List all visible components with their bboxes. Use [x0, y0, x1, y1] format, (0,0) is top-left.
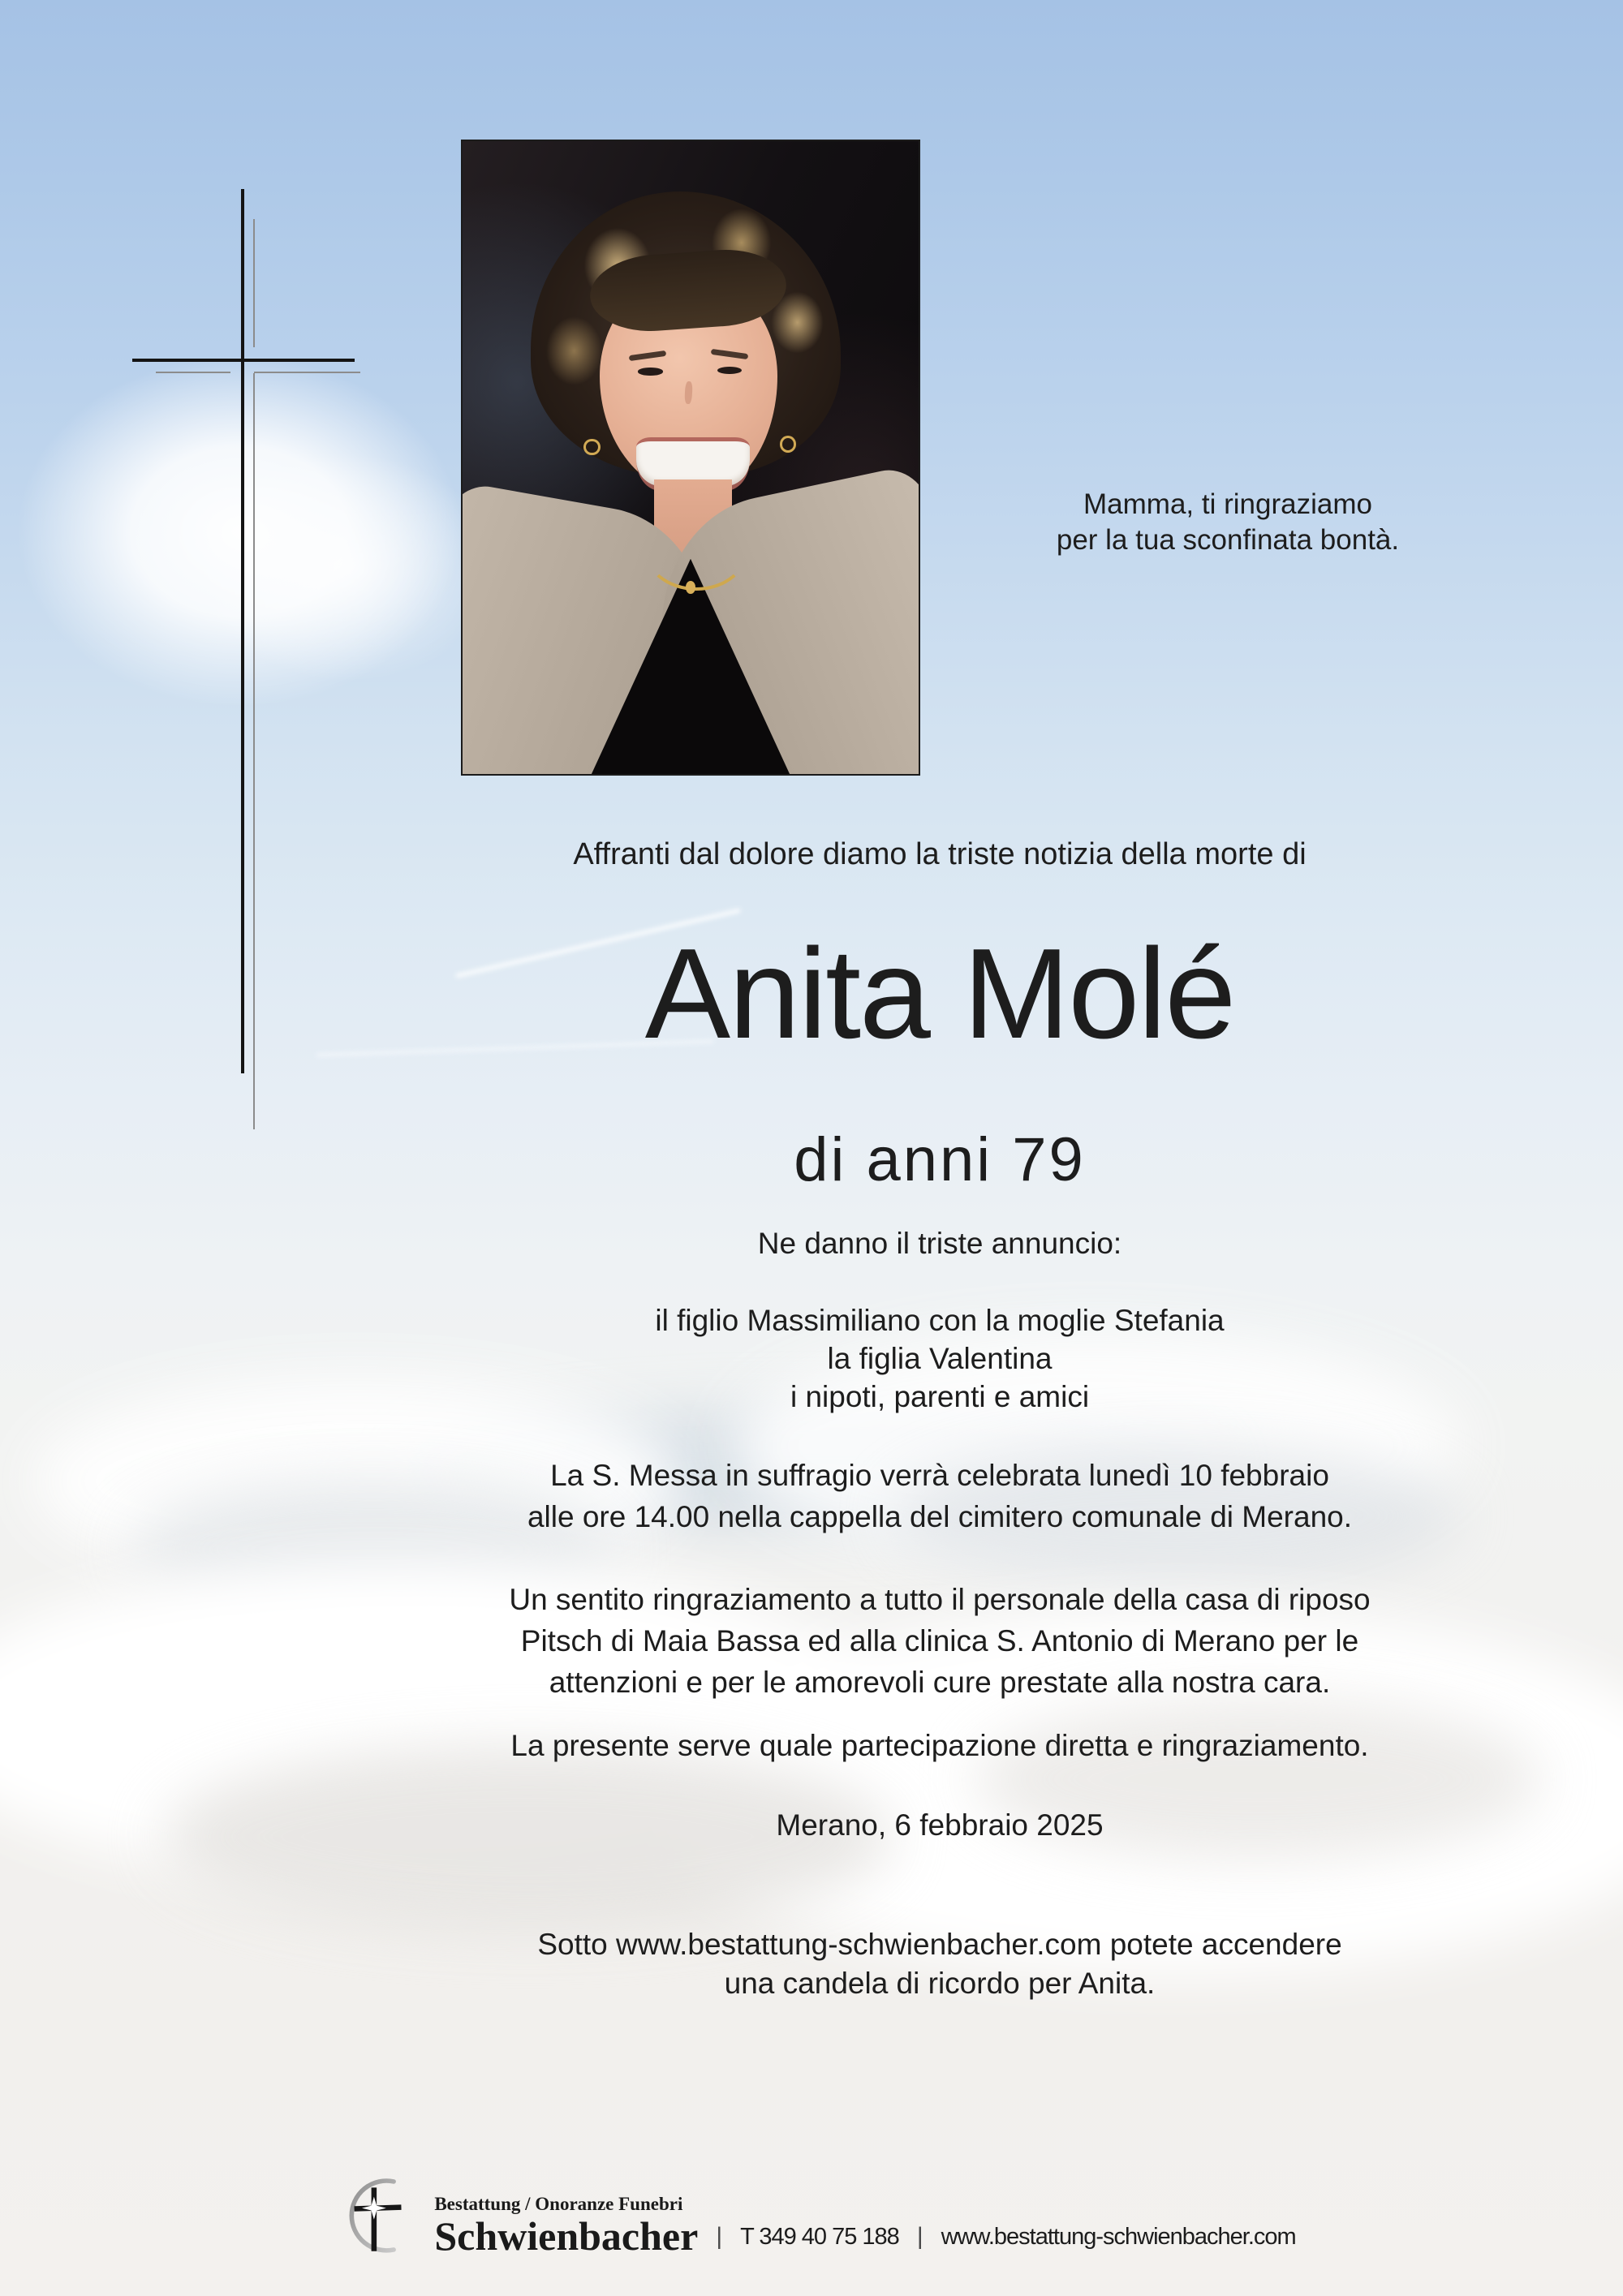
earring — [780, 436, 797, 453]
family-list — [256, 1301, 1623, 1416]
logo-tagline: Bestattung / Onoranze Funebri — [434, 2194, 683, 2214]
participation-note: La presente serve quale partecipazione diretta e ringraziamento. — [510, 1729, 1369, 1762]
eye — [717, 367, 742, 374]
family-line: il figlio Massimiliano con la moglie Stefania — [655, 1304, 1225, 1337]
logo-company-name: Schwienbacher — [434, 2213, 699, 2259]
family-line: la figlia Valentina — [827, 1342, 1053, 1375]
candle-line: Sotto www.bestattung-schwienbacher.com potete accendere — [537, 1928, 1342, 1961]
footer-separator: | — [716, 2223, 723, 2250]
funeral-home-logo — [434, 2194, 698, 2257]
dedication-line: Mamma, ti ringraziamo — [1083, 488, 1372, 520]
footer-phone: T 349 40 75 188 — [740, 2224, 899, 2250]
cross-vertical-line — [241, 189, 244, 1073]
mass-info — [256, 1455, 1623, 1537]
necklace-pendant — [686, 581, 695, 594]
candle-note — [256, 1925, 1623, 2003]
acknowledgment — [256, 1579, 1623, 1703]
footer-separator: | — [916, 2223, 923, 2250]
announcement-lead: Ne danno il triste annuncio: — [757, 1227, 1122, 1260]
cross-horizontal-shadow-left — [156, 372, 230, 373]
eye — [638, 368, 662, 375]
deceased-name: Anita Molé — [644, 922, 1235, 1065]
portrait-photo — [461, 140, 920, 776]
earring — [583, 439, 601, 456]
cross-horizontal-line — [132, 359, 355, 362]
mass-line: La S. Messa in suffragio verrà celebrata lunedì 10 febbraio — [550, 1459, 1329, 1492]
announcement-intro: Affranti dal dolore diamo la triste notizia della morte di — [573, 837, 1307, 871]
family-line: i nipoti, parenti e amici — [790, 1380, 1090, 1413]
cross-vertical-shadow-bottom — [253, 373, 255, 1129]
funeral-home-footer — [0, 2155, 1623, 2260]
mass-line: alle ore 14.00 nella cappella del cimitero comunale di Merano. — [527, 1500, 1353, 1533]
thanks-line: Pitsch di Maia Bassa ed alla clinica S. Antonio di Merano per le — [520, 1624, 1359, 1658]
place-date: Merano, 6 febbraio 2025 — [776, 1808, 1104, 1842]
dedication-line: per la tua sconfinata bontà. — [1056, 524, 1400, 556]
thanks-line: Un sentito ringraziamento a tutto il personale della casa di riposo — [509, 1583, 1371, 1616]
logo-cross-icon — [327, 2169, 418, 2260]
age-line: di anni 79 — [794, 1125, 1086, 1194]
cross-horizontal-shadow-right — [254, 372, 360, 373]
candle-line: una candela di ricordo per Anita. — [724, 1967, 1156, 2000]
thanks-line: attenzioni e per le amorevoli cure prestate alla nostra cara. — [549, 1666, 1331, 1699]
cross-vertical-shadow-top — [253, 219, 255, 347]
footer-website: www.bestattung-schwienbacher.com — [941, 2224, 1296, 2250]
gold-necklace — [643, 502, 750, 591]
dedication-text — [984, 487, 1471, 558]
